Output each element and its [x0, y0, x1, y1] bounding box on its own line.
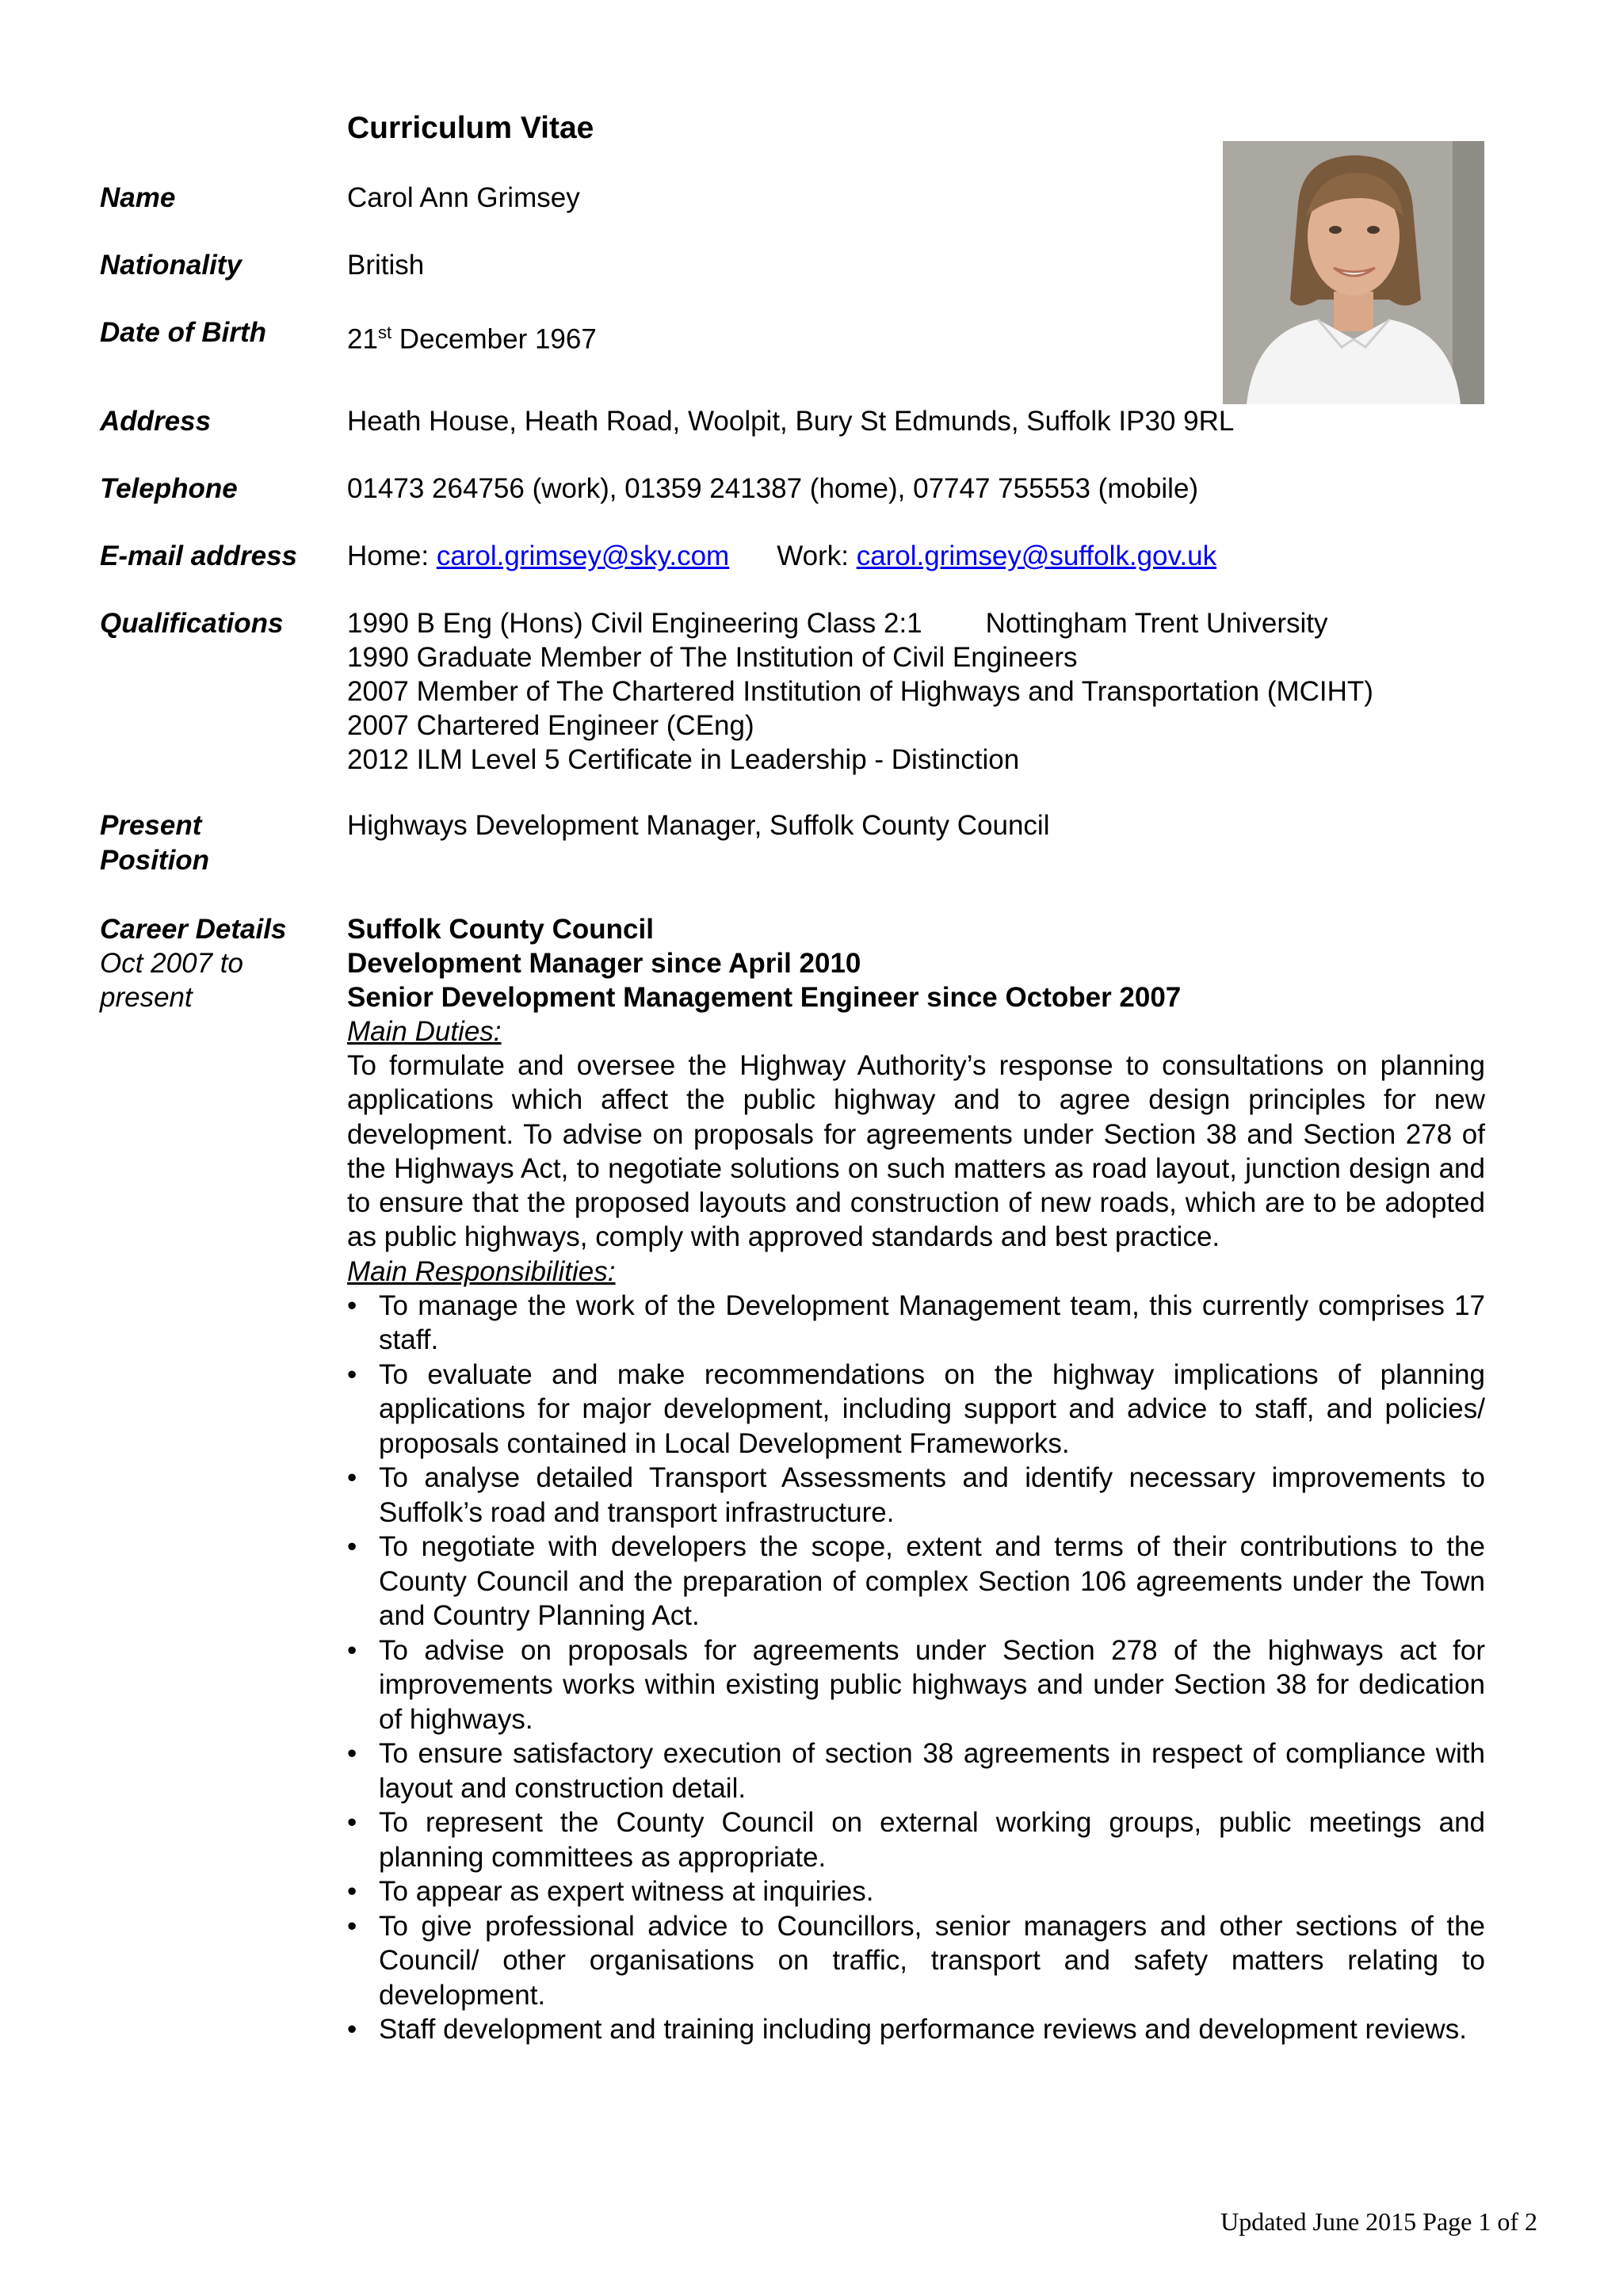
dob-value: [347, 315, 1485, 357]
career-period-line1: Oct 2007 to: [100, 948, 243, 979]
qualification-item: 1990 Graduate Member of The Institution of Civil Engineers: [347, 642, 1078, 673]
email-label: E-mail address: [100, 541, 297, 571]
qualification-institution: Nottingham Trent University: [985, 608, 1328, 639]
qualification-item: 2007 Chartered Engineer (CEng): [347, 710, 754, 741]
name-value: Carol Ann Grimsey: [347, 182, 580, 213]
bullet-icon: •: [347, 1634, 357, 1666]
present-position-label: [100, 808, 209, 878]
list-item: • To advise on proposals for agreements under Section 278 of the highways act for improvements works within existing public highways and under Section 38 for dedication of highways.: [347, 1634, 1485, 1735]
address-value: Heath House, Heath Road, Woolpit, Bury St Edmunds, Suffolk IP30 9RL: [347, 406, 1235, 437]
qualifications-list: [347, 606, 1485, 777]
bullet-icon: •: [347, 1807, 357, 1839]
email-work-link[interactable]: carol.grimsey@suffolk.gov.uk: [856, 541, 1217, 571]
bullet-icon: •: [347, 2014, 357, 2046]
qualification-item: [347, 606, 1485, 640]
list-item: • To give professional advice to Councillors, senior managers and other sections of the Council/ other organisations on traffic, transport and safety matters relating to development.: [347, 1910, 1485, 2011]
qualifications-label: Qualifications: [100, 608, 284, 639]
bullet-icon: •: [347, 1358, 357, 1390]
list-item: • To evaluate and make recommendations on the highway implications of planning applications for major development, including support and advice to staff, and policies/ proposals contained in Local Development Frameworks.: [347, 1358, 1485, 1459]
duties-heading: Main Duties:: [347, 1016, 502, 1047]
present-position-value: Highways Development Manager, Suffolk County Council: [347, 810, 1050, 841]
qualification-item: 2012 ILM Level 5 Certificate in Leadership - Distinction: [347, 744, 1020, 775]
list-item: • To negotiate with developers the scope, extent and terms of their contributions to the County Council and the preparation of complex Section 106 agreements under the Town and Country Planning Act.: [347, 1531, 1485, 1632]
list-item: • To analyse detailed Transport Assessments and identify necessary improvements to Suffolk’s road and transport infrastructure.: [347, 1462, 1485, 1528]
career-role-2: Senior Development Management Engineer since October 2007: [347, 982, 1182, 1013]
email-home-link[interactable]: carol.grimsey@sky.com: [436, 541, 730, 571]
list-item: • To manage the work of the Development Management team, this currently comprises 17 staff.: [347, 1289, 1485, 1356]
responsibilities-heading: Main Responsibilities:: [347, 1255, 616, 1287]
bullet-icon: •: [347, 1876, 357, 1908]
list-item: • To ensure satisfactory execution of section 38 agreements in respect of compliance with layout and construction detail.: [347, 1738, 1485, 1804]
present-position-label-line1: Present: [100, 810, 202, 841]
qualification-item: 2007 Member of The Chartered Institution of Highways and Transportation (MCIHT): [347, 676, 1373, 707]
present-position-label-line2: Position: [100, 845, 210, 876]
page-footer: Updated June 2015 Page 1 of 2: [1220, 2207, 1537, 2236]
responsibilities-list: [347, 1289, 1485, 2047]
career-role-1: Development Manager since April 2010: [347, 948, 861, 979]
address-label: Address: [100, 406, 212, 437]
career-label: Career Details: [100, 914, 287, 945]
document-title: Curriculum Vitae: [347, 111, 594, 145]
name-label: Name: [100, 182, 176, 213]
qualification-degree: 1990 B Eng (Hons) Civil Engineering Class 2:1: [347, 608, 922, 639]
list-item: • To represent the County Council on external working groups, public meetings and planning committees as appropriate.: [347, 1807, 1485, 1873]
telephone-label: Telephone: [100, 473, 238, 504]
duties-text: To formulate and oversee the Highway Authority’s response to consultations on planning applications which affect the public highway and to agree design principles for new development. To advise on proposals for agreements under Section 38 and Section 278 of the Highways Act, to negotiate solutions on such matters as road layout, junction design and to ensure that the proposed layouts and construction of new roads, which are to be adopted as public highways, comply with approved standards and best practice.: [347, 1050, 1485, 1253]
bullet-icon: •: [347, 1531, 357, 1563]
nationality-value: British: [347, 250, 425, 281]
list-item: • To appear as expert witness at inquiries.: [347, 1874, 1485, 1909]
career-content: [347, 912, 1485, 2047]
bullet-icon: •: [347, 1738, 357, 1770]
dob-label: Date of Birth: [100, 317, 266, 348]
nationality-label: Nationality: [100, 250, 242, 281]
email-work-label: Work:: [777, 541, 857, 571]
email-home-label: Home:: [347, 541, 437, 571]
list-item: • Staff development and training including performance reviews and development reviews.: [347, 2012, 1485, 2047]
dob-suffix: st: [377, 323, 392, 342]
email-value: [347, 539, 1485, 574]
bullet-icon: •: [347, 1910, 357, 1942]
dob-rest: December 1967: [391, 323, 597, 355]
dob-day: 21: [347, 323, 378, 355]
bullet-icon: •: [347, 1289, 357, 1321]
career-period-line2: present: [100, 982, 193, 1013]
career-employer: Suffolk County Council: [347, 914, 654, 945]
bullet-icon: •: [347, 1462, 357, 1494]
telephone-value: 01473 264756 (work), 01359 241387 (home), 07747 755553 (mobile): [347, 473, 1199, 504]
